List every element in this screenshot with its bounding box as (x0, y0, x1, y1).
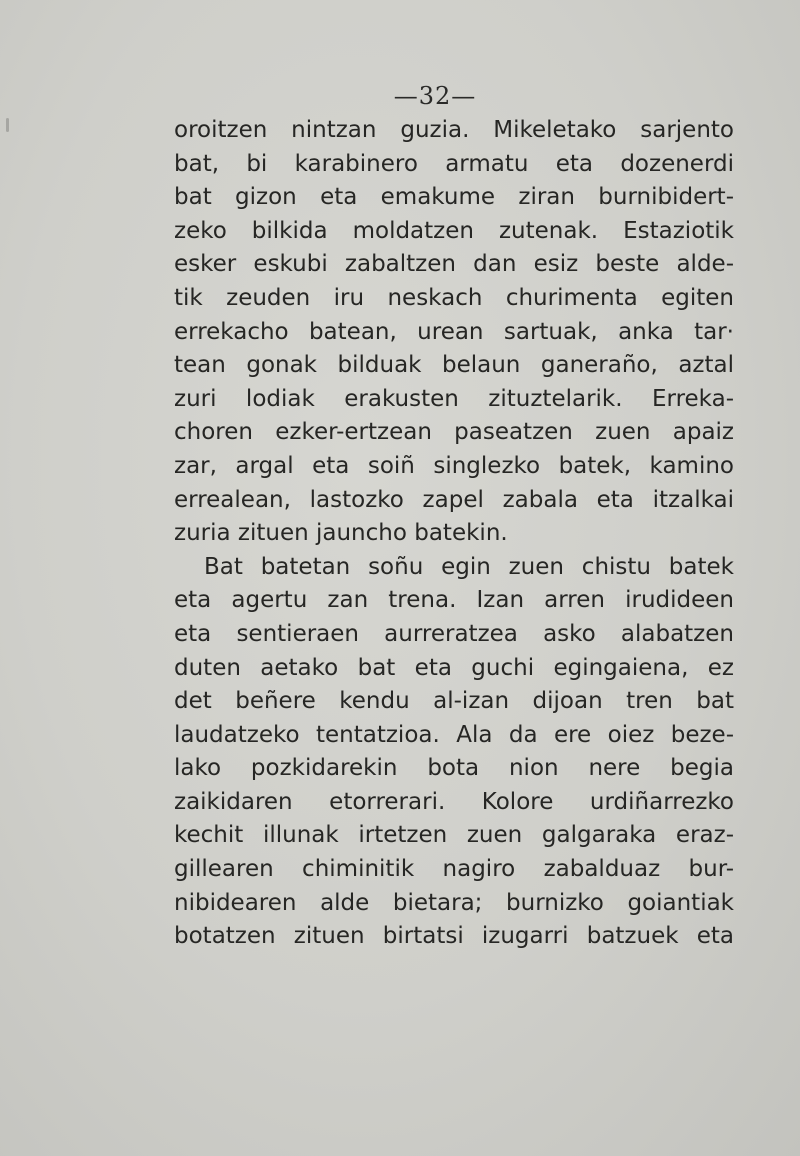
text-line: botatzen zituen birtatsi izugarri batzuek eta (174, 923, 734, 950)
text-line: zuria zituen jauncho batekin. (174, 520, 508, 547)
text-line: tik zeuden iru neskach churimenta egiten (174, 284, 734, 311)
body-text (174, 114, 734, 954)
text-line: esker eskubi zabaltzen dan esiz beste alde- (174, 251, 734, 278)
text-line: zuri lodiak erakusten zituztelarik. Erreka- (174, 385, 734, 412)
text-line: gillearen chiminitik nagiro zabalduaz bur- (174, 856, 734, 883)
text-line: det beñere kendu al-izan dijoan tren bat (174, 688, 734, 715)
text-line: choren ezker-ertzean paseatzen zuen apaiz (174, 419, 734, 446)
paragraph-first-line: Bat batetan soñu egin zuen chistu batek (204, 553, 734, 580)
text-line: bat gizon eta emakume ziran burnibidert- (174, 184, 734, 211)
text-line: laudatzeko tentatzioa. Ala da ere oiez beze- (174, 721, 734, 748)
text-line: eta sentieraen aurreratzea asko alabatzen (174, 620, 734, 647)
text-line: tean gonak bilduak belaun ganeraño, aztal (174, 352, 734, 379)
text-line: errealean, lastozko zapel zabala eta itzalkai (174, 486, 734, 513)
text-line: zar, argal eta soiñ singlezko batek, kamino (174, 452, 734, 479)
text-line: nibidearen alde bietara; burnizko goiantiak (174, 889, 734, 916)
text-line: eta agertu zan trena. Izan arren irudideen (174, 587, 734, 614)
paper-mark (6, 118, 9, 132)
text-line: errekacho batean, urean sartuak, anka tar· (174, 318, 734, 345)
text-line: bat, bi karabinero armatu eta dozenerdi (174, 150, 734, 177)
text-line: duten aetako bat eta guchi egingaiena, ez (174, 654, 734, 681)
text-line: zeko bilkida moldatzen zutenak. Estaziotik (174, 217, 734, 244)
text-line: zaikidaren etorrerari. Kolore urdiñarrezko (174, 788, 734, 815)
text-line: lako pozkidarekin bota nion nere begia (174, 755, 734, 782)
text-line: oroitzen nintzan guzia. Mikeletako sarjento (174, 117, 734, 143)
page-number: —32— (393, 82, 477, 110)
text-line: kechit illunak irtetzen zuen galgaraka eraz- (174, 822, 734, 849)
